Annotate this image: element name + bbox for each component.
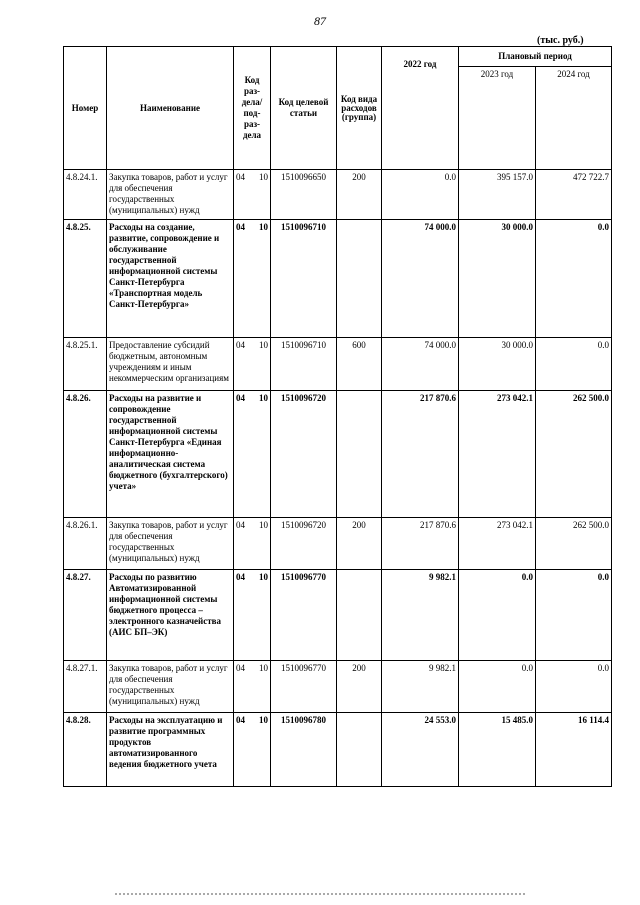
row-razdel-cell — [234, 220, 271, 338]
table-row — [64, 391, 612, 518]
header-nomer: Номер — [64, 47, 107, 170]
table-row — [64, 570, 612, 661]
row-razdel-cell — [234, 713, 271, 787]
row-name: Предоставление субсидий бюджетным, автономным учреждениям и иным некоммерческим организациям — [107, 338, 234, 391]
row-2024: 472 722.7 — [536, 170, 612, 220]
row-name: Расходы на эксплуатацию и развитие программных продуктов автоматизированного ведения бюджетного учета — [107, 713, 234, 787]
row-number: 4.8.27. — [64, 570, 107, 661]
header-2023: 2023 год — [459, 67, 536, 170]
row-2023: 273 042.1 — [459, 518, 536, 570]
row-celevaya: 1510096720 — [271, 518, 337, 570]
row-number: 4.8.26. — [64, 391, 107, 518]
row-razdel: 04 — [236, 172, 245, 182]
table-row — [64, 170, 612, 220]
header-kod-celevoy: Код целевой статьи — [271, 47, 337, 170]
row-number: 4.8.25.1. — [64, 338, 107, 391]
row-2022: 9 982.1 — [382, 570, 459, 661]
row-razdel-cell — [234, 391, 271, 518]
row-2023: 0.0 — [459, 661, 536, 713]
header-2022: 2022 год — [382, 47, 459, 170]
row-podrazdel: 10 — [259, 572, 268, 582]
row-name: Закупка товаров, работ и услуг для обеспечения государственных (муниципальных) нужд — [107, 518, 234, 570]
footer-divider — [115, 893, 525, 898]
row-razdel-cell — [234, 338, 271, 391]
row-2022: 74 000.0 — [382, 338, 459, 391]
header-planoviy-period: Плановый период — [459, 47, 612, 67]
row-razdel: 04 — [236, 572, 245, 582]
header-naimenovanie: Наименование — [107, 47, 234, 170]
row-razdel: 04 — [236, 520, 245, 530]
row-2023: 30 000.0 — [459, 338, 536, 391]
row-2023: 395 157.0 — [459, 170, 536, 220]
row-razdel: 04 — [236, 222, 245, 232]
row-celevaya: 1510096770 — [271, 661, 337, 713]
row-razdel: 04 — [236, 340, 245, 350]
row-celevaya: 1510096780 — [271, 713, 337, 787]
row-name: Расходы по развитию Автоматизированной информационной системы бюджетного процесса – электронного казначейства (АИС БП–ЭК) — [107, 570, 234, 661]
row-vid: 200 — [337, 170, 382, 220]
row-razdel-cell — [234, 661, 271, 713]
header-2024: 2024 год — [536, 67, 612, 170]
row-2024: 16 114.4 — [536, 713, 612, 787]
row-2022: 217 870.6 — [382, 391, 459, 518]
row-2023: 0.0 — [459, 570, 536, 661]
row-podrazdel: 10 — [259, 340, 268, 350]
row-podrazdel: 10 — [259, 663, 268, 673]
row-razdel-cell — [234, 518, 271, 570]
units-label: (тыс. руб.) — [537, 35, 584, 46]
row-number: 4.8.24.1. — [64, 170, 107, 220]
row-podrazdel: 10 — [259, 172, 268, 182]
row-name: Закупка товаров, работ и услуг для обеспечения государственных (муниципальных) нужд — [107, 661, 234, 713]
table-row — [64, 661, 612, 713]
row-vid — [337, 391, 382, 518]
row-name: Расходы на развитие и сопровождение государственной информационной системы Санкт-Петербурга «Единая информационно-аналитическая система бюджетного (бухгалтерского) учета» — [107, 391, 234, 518]
table-body — [64, 170, 612, 787]
table-row — [64, 518, 612, 570]
row-2022: 74 000.0 — [382, 220, 459, 338]
row-2024: 262 500.0 — [536, 391, 612, 518]
row-vid: 200 — [337, 518, 382, 570]
row-number: 4.8.26.1. — [64, 518, 107, 570]
row-celevaya: 1510096720 — [271, 391, 337, 518]
row-celevaya: 1510096770 — [271, 570, 337, 661]
table-row — [64, 338, 612, 391]
row-razdel: 04 — [236, 663, 245, 673]
row-2023: 273 042.1 — [459, 391, 536, 518]
row-celevaya: 1510096650 — [271, 170, 337, 220]
row-razdel: 04 — [236, 393, 245, 403]
row-name: Закупка товаров, работ и услуг для обеспечения государственных (муниципальных) нужд — [107, 170, 234, 220]
row-razdel-cell — [234, 570, 271, 661]
row-vid — [337, 570, 382, 661]
row-vid — [337, 713, 382, 787]
row-vid: 200 — [337, 661, 382, 713]
row-2022: 0.0 — [382, 170, 459, 220]
row-2024: 0.0 — [536, 661, 612, 713]
table-row — [64, 713, 612, 787]
row-2023: 30 000.0 — [459, 220, 536, 338]
row-podrazdel: 10 — [259, 222, 268, 232]
page-number: 87 — [314, 14, 326, 28]
row-number: 4.8.25. — [64, 220, 107, 338]
row-2022: 24 553.0 — [382, 713, 459, 787]
row-razdel-cell — [234, 170, 271, 220]
row-number: 4.8.27.1. — [64, 661, 107, 713]
header-kod-vida: Код вида расходов (группа) — [337, 47, 382, 170]
table-row — [64, 220, 612, 338]
row-2022: 9 982.1 — [382, 661, 459, 713]
header-kod-razdela: Код раз-дела/ под-раз-дела — [234, 47, 271, 170]
row-vid: 600 — [337, 338, 382, 391]
row-2024: 0.0 — [536, 338, 612, 391]
row-podrazdel: 10 — [259, 715, 268, 725]
row-vid — [337, 220, 382, 338]
row-name: Расходы на создание, развитие, сопровождение и обслуживание государственной информационной системы Санкт-Петербурга «Транспортная модель Санкт-Петербурга» — [107, 220, 234, 338]
row-number: 4.8.28. — [64, 713, 107, 787]
row-2023: 15 485.0 — [459, 713, 536, 787]
row-celevaya: 1510096710 — [271, 220, 337, 338]
row-razdel: 04 — [236, 715, 245, 725]
row-podrazdel: 10 — [259, 393, 268, 403]
row-podrazdel: 10 — [259, 520, 268, 530]
row-2024: 262 500.0 — [536, 518, 612, 570]
budget-table — [63, 46, 612, 787]
row-2024: 0.0 — [536, 220, 612, 338]
row-2022: 217 870.6 — [382, 518, 459, 570]
row-celevaya: 1510096710 — [271, 338, 337, 391]
row-2024: 0.0 — [536, 570, 612, 661]
